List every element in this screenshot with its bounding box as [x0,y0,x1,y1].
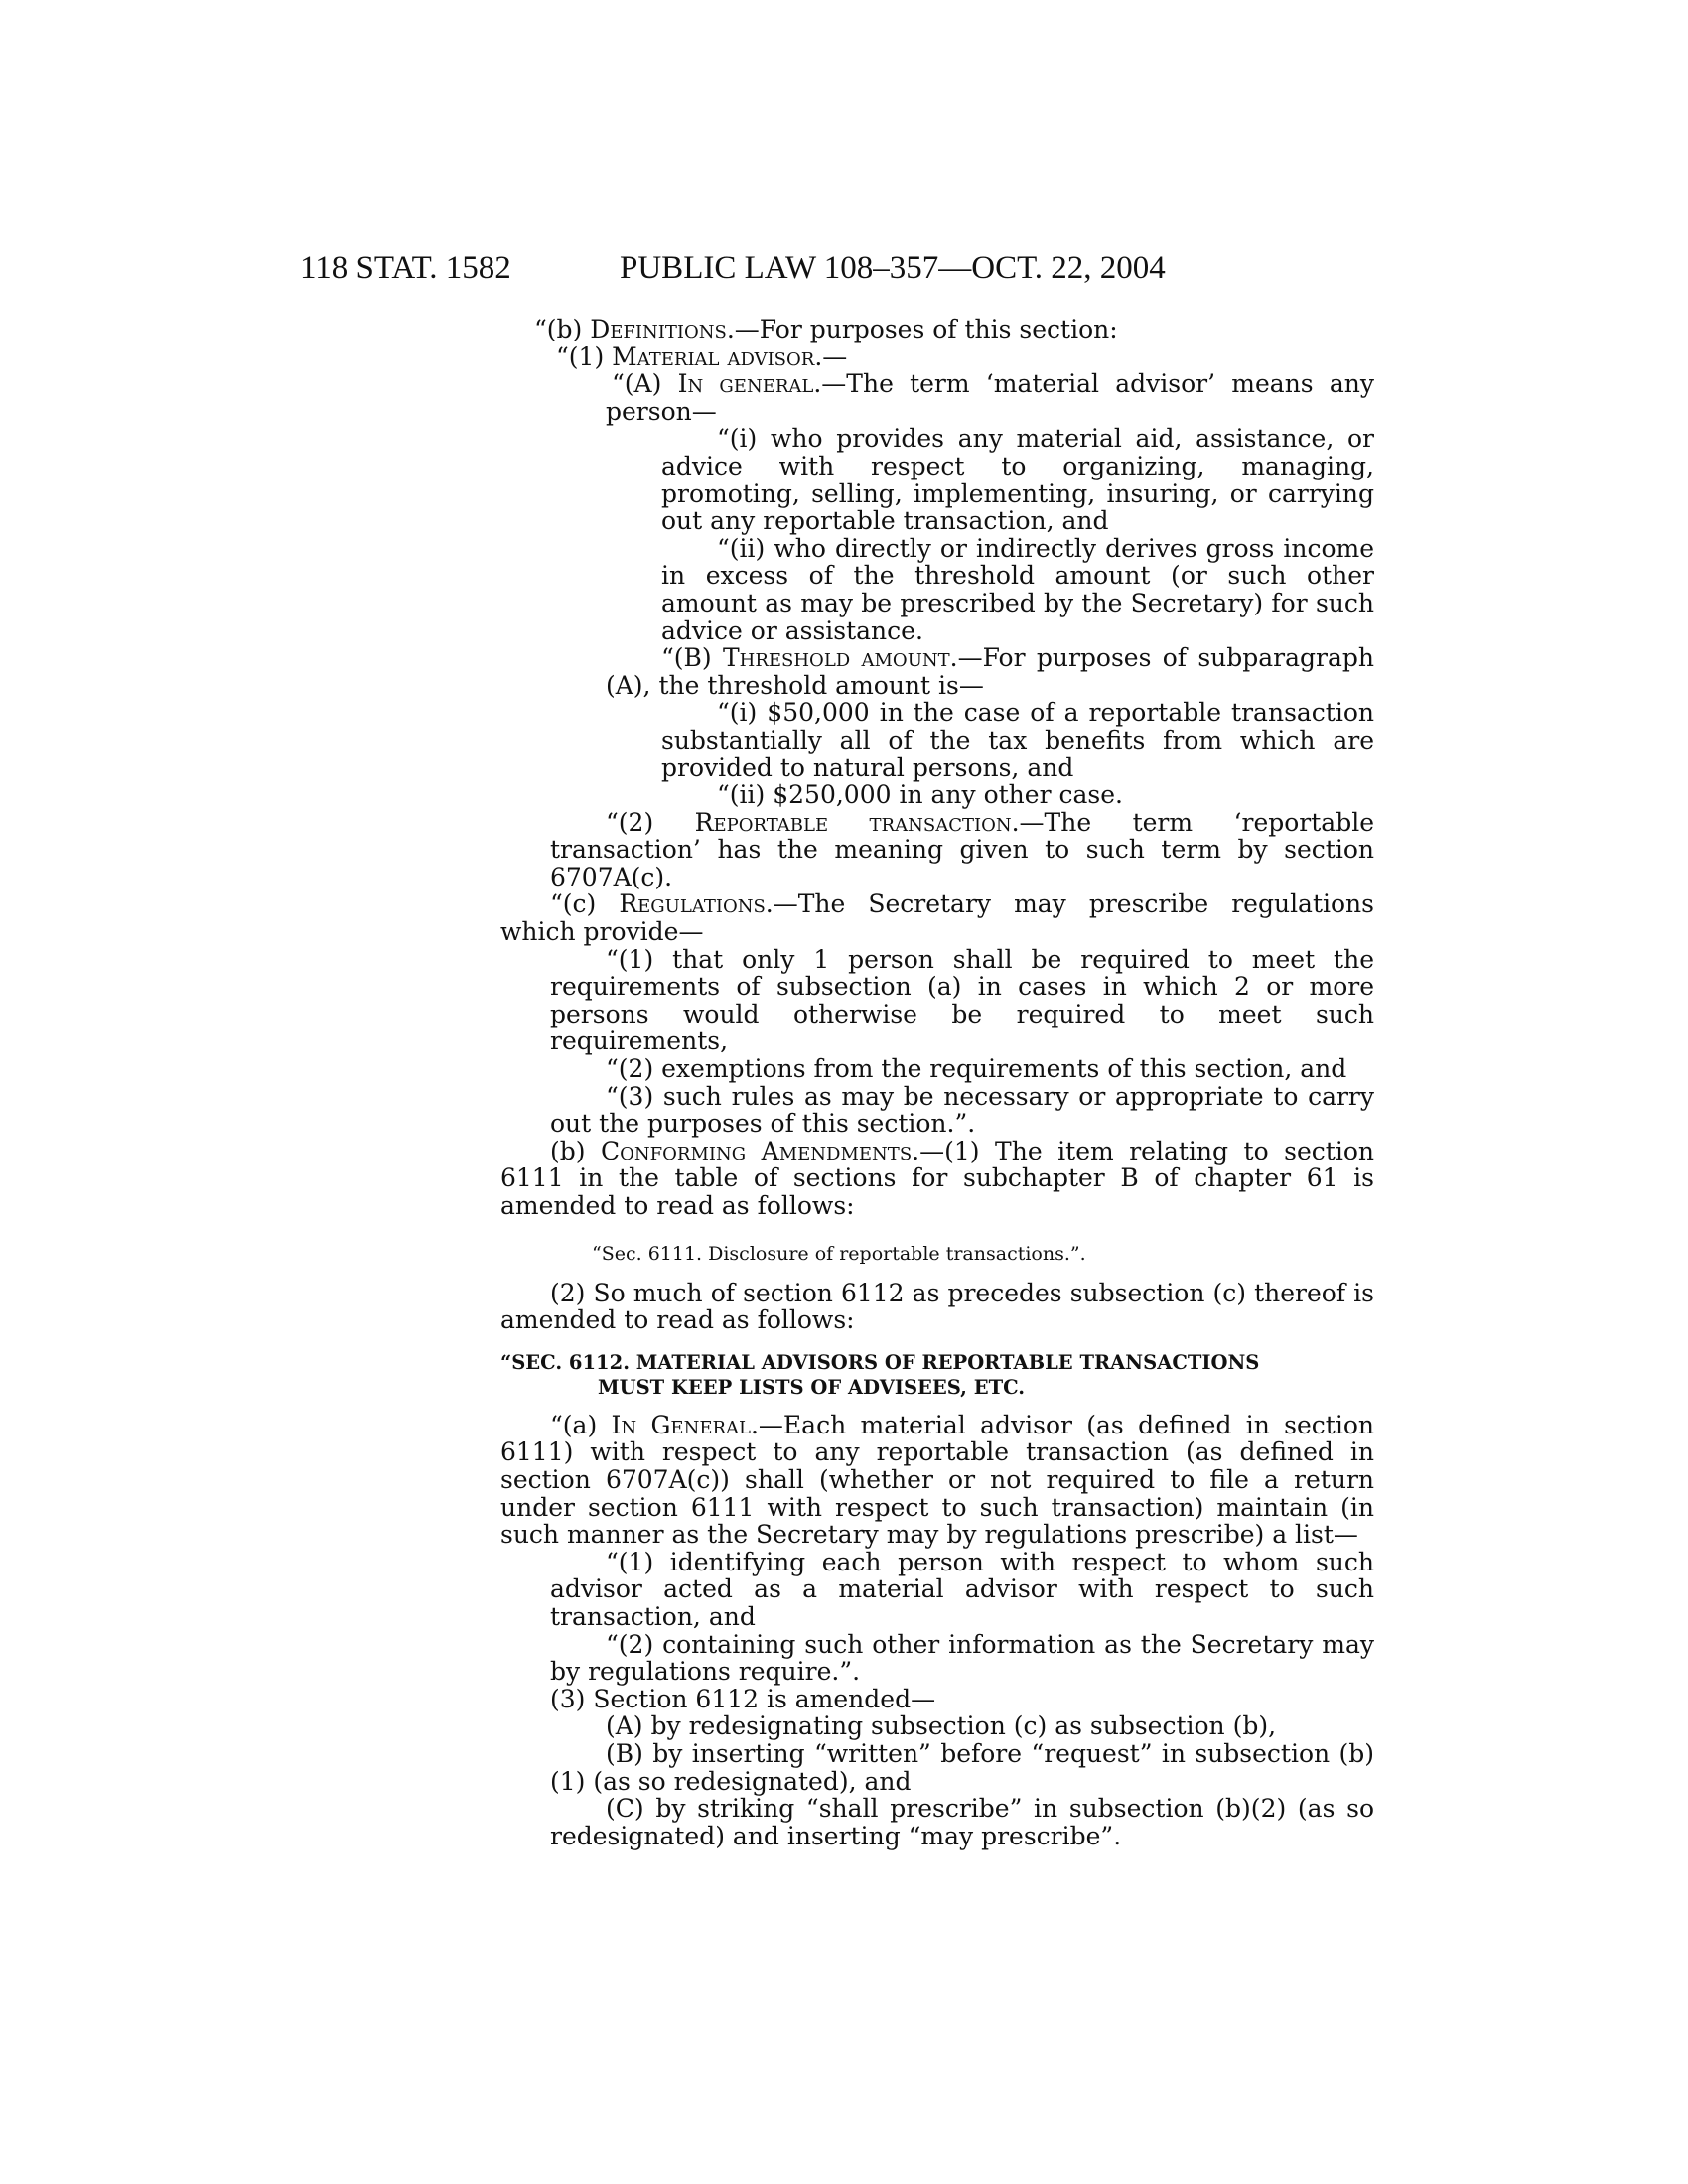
subparagraph-b1A [500,370,1374,425]
subparagraph-b1A-text: .—The term ‘material advisor’ means any person— [606,369,1374,426]
law-title: PUBLIC LAW 108–357—OCT. 22, 2004 [620,250,1166,286]
paragraph-b1-text: .— [814,341,848,371]
section-6112a-heading: In General [611,1410,751,1439]
subsection-b-text: .—For purposes of this section: [726,315,1118,343]
paragraph-b2 [500,809,1374,891]
clause-b1A-ii: “(ii) who directly or indirectly derives gross income in excess of the threshold amount (or such other amount as may be prescribed by the Secretary) for such advice or assistance. [661,533,1374,645]
subsection-b-lead: “(b) [534,315,591,343]
paragraph-b1 [500,343,1374,371]
subsection-c-lead: “(c) [550,889,620,919]
running-header [0,246,1688,290]
clause-b1B-ii: “(ii) $250,000 in any other case. [717,780,1123,810]
subparagraph-b1B-text: .—For purposes of subparagraph (A), the threshold amount is— [606,643,1374,700]
subparagraph-b1B [500,644,1374,699]
conforming-paragraph-2: (2) So much of section 6112 as precedes subsection (c) thereof is amended to read as follows: [500,1278,1374,1335]
subparagraph-b1A-lead: “(A) [612,369,678,399]
conforming-paragraph-3C: (C) by striking “shall prescribe” in subsection (b)(2) (as so redesignated) and inserting “may prescribe”. [550,1794,1374,1850]
subparagraph-b1B-lead: “(B) [661,643,723,673]
clause-b1A-i: “(i) who provides any material aid, assistance, or advice with respect to organizing, managing, promoting, selling, implementing, insuring, or carrying out any reportable transaction, and [661,424,1374,536]
paragraph-c1: “(1) that only 1 person shall be required to meet the requirements of subsection (a) in cases in which 2 or more persons would otherwise be required to meet such requirements, [550,944,1374,1056]
subparagraph-b1B-heading: Threshold amount [722,643,950,673]
conforming-paragraph-3A: (A) by redesignating subsection (c) as subsection (b), [606,1711,1277,1741]
subparagraph-b1A-heading: In general [677,369,814,399]
section-6112a-text: .—Each material advisor (as defined in section 6111) with respect to any reportable transaction (as defined in section 6707A(c)) shall (whether or not required to file a return under section 6111 with respect to such transaction) maintain (in such manner as the Secretary may by regulations prescribe) a list— [500,1410,1375,1550]
clause-b1B-i: “(i) $50,000 in the case of a reportable transaction substantially all of the tax benefits from which are provided to natural persons, and [661,698,1374,782]
subsection-c-regulations [500,890,1374,945]
section-6112-heading-line2: MUST KEEP LISTS OF ADVISEES, ETC. [598,1375,1026,1399]
section-6112-paragraph-2: “(2) containing such other information as the Secretary may by regulations require.”. [550,1629,1374,1687]
paragraph-b1-lead: “(1) [556,341,613,371]
conforming-text: .—(1) The item relating to section 6111 in the table of sections for subchapter B of chapter 61 is amended to read as follows: [500,1136,1374,1220]
conforming-heading: Conforming Amendments [601,1136,913,1165]
page-reference: 118 STAT. 1582 [300,250,511,286]
paragraph-b2-text: .—The term ‘reportable transaction’ has the meaning given to such term by section 6707A(c). [550,807,1375,891]
table-of-sections-entry: “Sec. 6111. Disclosure of reportable transactions.”. [592,1242,1086,1265]
conforming-amendments [500,1138,1374,1220]
paragraph-b1-heading: Material advisor [612,341,815,371]
conforming-lead: (b) [550,1136,602,1165]
subsection-b-heading: Definitions [590,315,727,343]
paragraph-b2-heading: Reportable transaction [694,807,1012,837]
section-6112-heading [500,1350,1374,1400]
conforming-paragraph-3B: (B) by inserting “written” before “request” in subsection (b)(1) (as so redesignated), and [550,1738,1374,1796]
section-6112-heading-line1: “SEC. 6112. MATERIAL ADVISORS OF REPORTABLE TRANSACTIONS [500,1350,1260,1374]
paragraph-c2: “(2) exemptions from the requirements of this section, and [606,1054,1347,1084]
section-6112-paragraph-1: “(1) identifying each person with respect to whom such advisor acted as a material advisor with respect to such transaction, and [550,1547,1374,1631]
paragraph-b2-lead: “(2) [606,807,695,837]
subsection-c-heading: Regulations [619,889,766,919]
section-6112-subsection-a [500,1412,1374,1549]
subsection-c-text: .—The Secretary may prescribe regulations which provide— [500,889,1374,947]
subsection-b-definitions [500,316,1374,343]
conforming-paragraph-3: (3) Section 6112 is amended— [550,1684,936,1713]
section-6112a-lead: “(a) [550,1410,612,1439]
statute-text [500,316,1374,1849]
paragraph-c3: “(3) such rules as may be necessary or appropriate to carry out the purposes of this section.”. [550,1081,1374,1139]
